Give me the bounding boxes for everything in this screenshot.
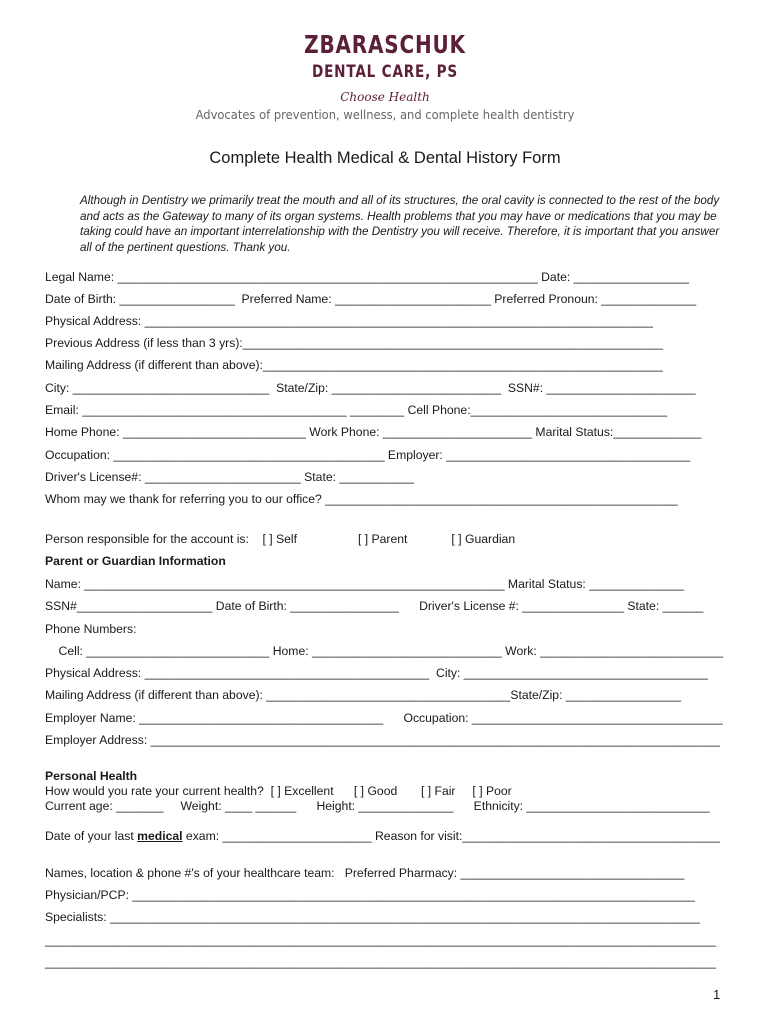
brand-subtitle: DENTAL CARE, PS	[311, 62, 459, 82]
guardian-section-heading: Parent or Guardian Information	[45, 554, 226, 568]
physical-address-line: Physical Address: ___________________________________________________________________________	[45, 314, 653, 328]
birth-preferred-line: Date of Birth: _________________ Preferred Name: _______________________ Preferred Pronoun: ______________	[45, 292, 697, 306]
previous-address-line: Previous Address (if less than 3 yrs):______________________________________________________________	[45, 336, 664, 350]
drivers-license-line: Driver's License#: _______________________ State: ___________	[45, 470, 414, 484]
phone-numbers-label: Phone Numbers:	[45, 622, 137, 636]
guardian-employer-address-line: Employer Address: ____________________________________________________________________________________	[45, 733, 721, 747]
guardian-mailing-address-line: Mailing Address (if different than above): ____________________________________State/Zip: _________________	[45, 688, 682, 702]
referral-line: Whom may we thank for referring you to our office? ____________________________________________________	[45, 492, 678, 506]
last-medical-exam-line: Date of your last medical exam: ______________________ Reason for visit:______________________________________	[45, 829, 720, 843]
blank-line: ___________________________________________________________________________________________________	[45, 933, 717, 947]
legal-name-line: Legal Name: ______________________________________________________________ Date: _________________	[45, 270, 689, 284]
personal-health-heading: Personal Health	[45, 769, 138, 783]
guardian-physical-address-line: Physical Address: __________________________________________ City: ____________________________________	[45, 666, 708, 680]
guardian-phones-line: Cell: ___________________________ Home: ____________________________ Work: ___________________________	[45, 644, 724, 658]
intro-paragraph: Although in Dentistry we primarily treat the mouth and all of its structures, the oral cavity is connected to the rest of the body and acts as the Gateway to many of its organ systems. Health problems that you may have or medications that you may be taking could have an important interrelationship with the Dentistry you will receive. Therefore, it is important that you answer all of the pertinent questions. Thank you.	[80, 194, 720, 254]
account-responsibility-line: Person responsible for the account is: [ ] Self [ ] Parent [ ] Guardian	[45, 532, 516, 546]
guardian-employer-line: Employer Name: ____________________________________ Occupation: _____________________________________	[45, 711, 723, 725]
mailing-address-line: Mailing Address (if different than above):___________________________________________________________	[45, 358, 663, 372]
form-title: Complete Health Medical & Dental History Form	[209, 149, 561, 167]
guardian-name-line: Name: ______________________________________________________________ Marital Status: ______________	[45, 577, 685, 591]
occupation-employer-line: Occupation: ________________________________________ Employer: ____________________________________	[45, 448, 691, 462]
age-weight-height-line: Current age: _______ Weight: ____ ______ Height: ______________ Ethnicity: ___________________________	[45, 799, 710, 813]
phones-marital-line: Home Phone: ___________________________ Work Phone: ______________________ Marital Status:_____________	[45, 425, 702, 439]
brand-name: ZBARASCHUK	[304, 30, 466, 59]
physician-line: Physician/PCP: ___________________________________________________________________________________	[45, 888, 695, 902]
blank-line: ___________________________________________________________________________________________________	[45, 955, 717, 969]
city-state-ssn-line: City: _____________________________ State/Zip: _________________________ SSN#: ______________________	[45, 381, 696, 395]
page-number: 1	[713, 987, 721, 1002]
guardian-ssn-line: SSN#____________________ Date of Birth: ________________ Driver's License #: _______________ State: ______	[45, 599, 704, 613]
healthcare-team-line: Names, location & phone #'s of your healthcare team: Preferred Pharmacy: _________________________________	[45, 866, 685, 880]
slogan: Choose Health	[340, 90, 430, 104]
specialists-line: Specialists: _______________________________________________________________________________________	[45, 910, 700, 924]
tagline: Advocates of prevention, wellness, and complete health dentistry	[195, 108, 575, 122]
health-rating-line: How would you rate your current health? [ ] Excellent [ ] Good [ ] Fair [ ] Poor	[45, 784, 512, 798]
email-cell-line: Email: _______________________________________ ________ Cell Phone:_____________________________	[45, 403, 668, 417]
